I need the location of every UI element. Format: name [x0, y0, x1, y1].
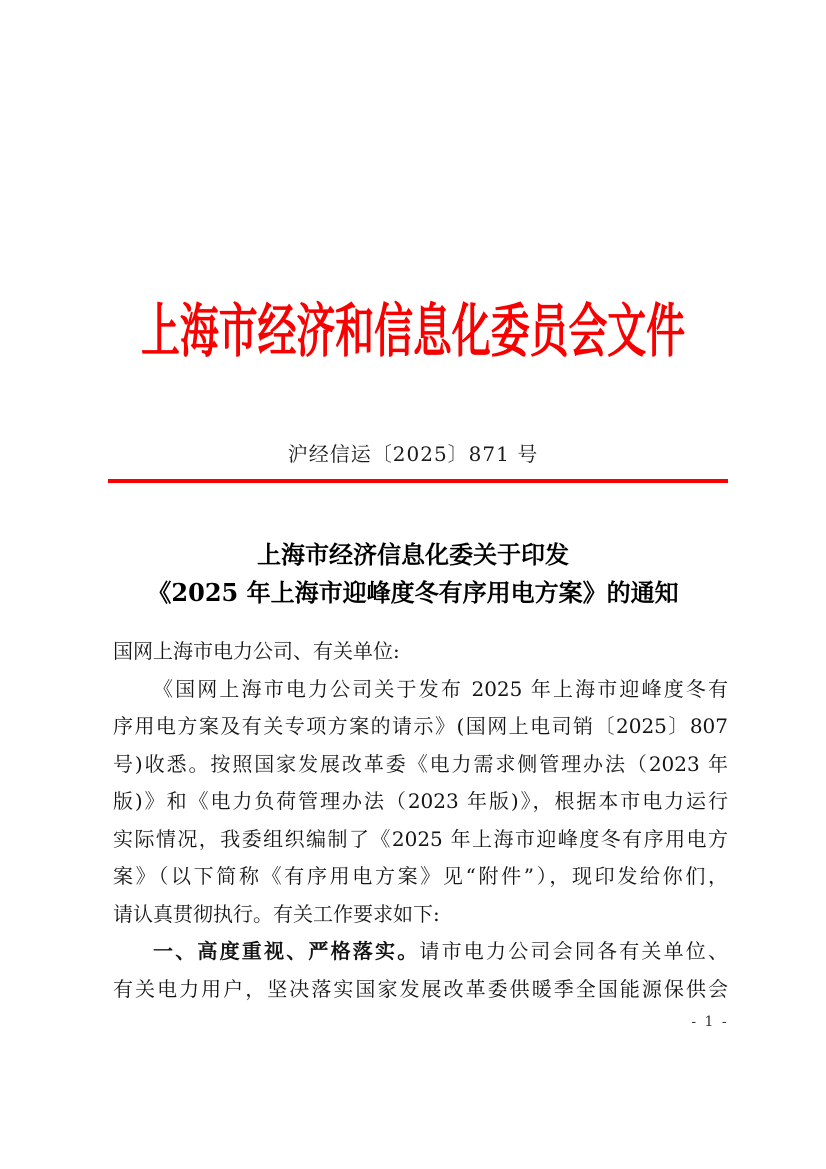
body-text: 版)》和《电力负荷管理办法（2023 年版)》，根据本市电力运行 [113, 789, 728, 813]
body-line [113, 933, 728, 971]
body-text: 请认真贯彻执行。有关工作要求如下: [113, 901, 440, 926]
body-line [113, 821, 728, 859]
document-number: 沪经信运〔2025〕871 号 [287, 442, 539, 466]
body-line [113, 858, 728, 896]
agency-title: 上海市经济和信息化委员会文件 [140, 297, 686, 365]
page-number: - 1 - [691, 1014, 729, 1030]
document-body [113, 633, 728, 1008]
body-text: 国网上海市电力公司、有关单位: [113, 639, 400, 663]
body-text: 有关电力用户，坚决落实国家发展改革委供暖季全国能源保供会 [113, 976, 728, 1001]
body-text: 案》（以下简称《有序用电方案》见“附件”），现印发给你们， [113, 864, 728, 888]
body-line [113, 783, 728, 821]
body-line [113, 746, 728, 784]
body-line [113, 708, 728, 746]
body-text: 《国网上海市电力公司关于发布 2025 年上海市迎峰度冬有 [153, 676, 728, 701]
notice-title-line2: 《2025 年上海市迎峰度冬有序用电方案》的通知 [147, 578, 679, 607]
body-line [113, 633, 728, 671]
body-line [113, 896, 728, 934]
notice-title-line1: 上海市经济信息化委关于印发 [257, 540, 569, 569]
body-line [113, 971, 728, 1009]
body-text: 序用电方案及有关专项方案的请示》(国网上电司销〔2025〕807 [113, 714, 728, 738]
agency-banner [0, 288, 826, 374]
notice-title [0, 536, 826, 612]
body-line [113, 671, 728, 709]
body-text: 请市电力公司会同各有关单位、 [419, 939, 729, 963]
red-divider-rule [108, 479, 728, 483]
body-text-bold: 一、高度重视、严格落实。 [153, 939, 420, 963]
body-text: 实际情况，我委组织编制了《2025 年上海市迎峰度冬有序用电方 [113, 826, 728, 851]
body-text: 号)收悉。按照国家发展改革委《电力需求侧管理办法（2023 年 [113, 751, 728, 776]
